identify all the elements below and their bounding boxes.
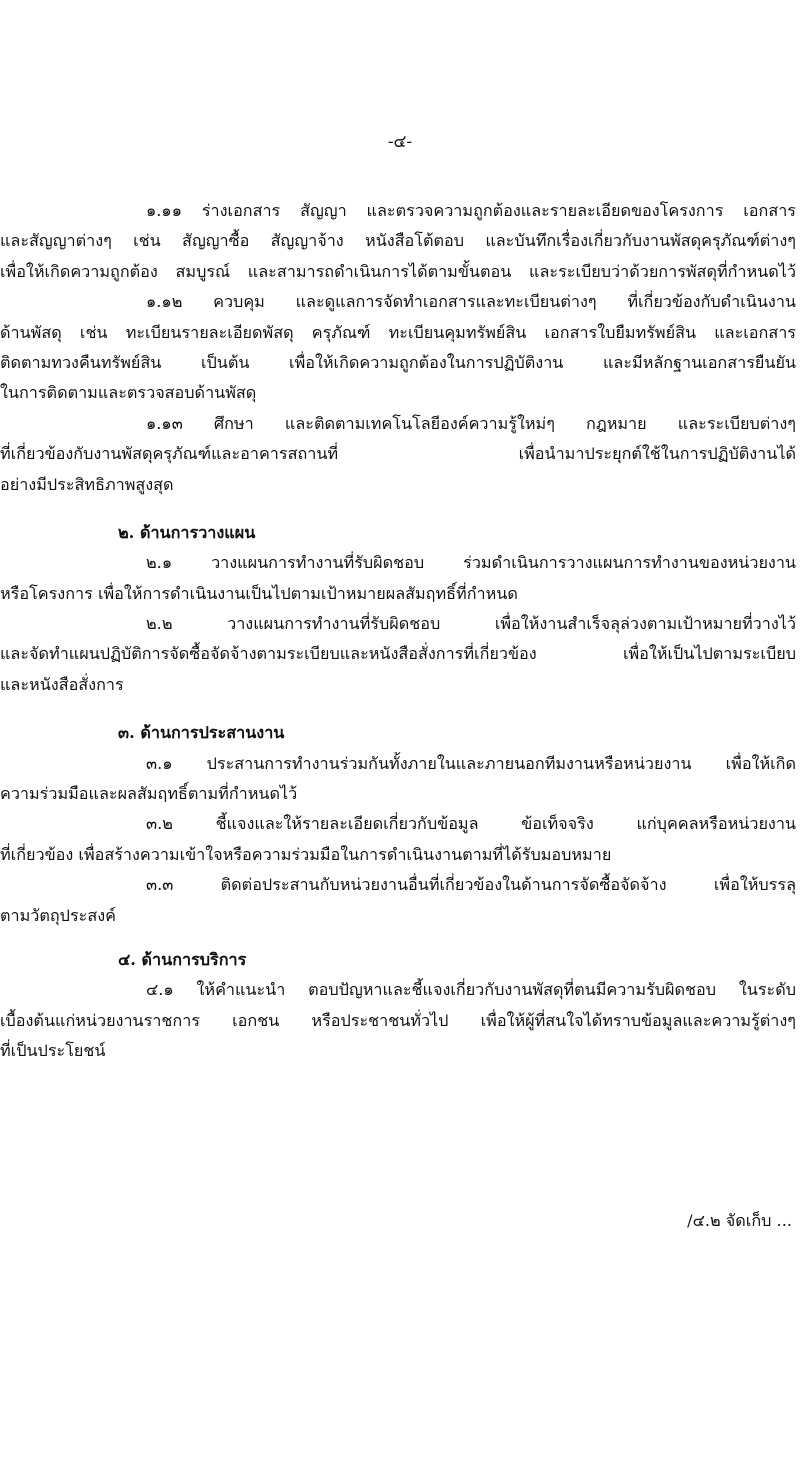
text-line: ๒.๑ วางแผนการทำงานที่รับผิดชอบ ร่วมดำเนินการวางแผนการทำงานของหน่วยงาน <box>146 553 796 573</box>
text-line: และจัดทำแผนปฏิบัติการจัดซื้อจัดจ้างตามระเบียบและหนังสือสั่งการที่เกี่ยวข้อง เพื่อให้เป็นไปตามระเบียบ <box>0 644 796 664</box>
text-line: ที่เกี่ยวข้องกับงานพัสดุครุภัณฑ์และอาคารสถานที่ เพื่อนำมาประยุกต์ใช้ในการปฏิบัติงานได้ <box>0 444 796 464</box>
text-line: ติดตามทวงคืนทรัพย์สิน เป็นต้น เพื่อให้เกิดความถูกต้องในการปฏิบัติงาน และมีหลักฐานเอกสารยืนยัน <box>0 352 796 372</box>
text-line: และหนังสือสั่งการ <box>0 674 124 694</box>
paragraph-1-13 <box>0 409 796 500</box>
paragraph-2-1 <box>0 548 796 609</box>
text-line: และสัญญาต่างๆ เช่น สัญญาซื้อ สัญญาจ้าง หนังสือโต้ตอบ และบันทึกเรื่องเกี่ยวกับงานพัสดุครุภัณฑ์ต่างๆ <box>0 231 796 251</box>
paragraph-1-11 <box>0 196 796 287</box>
text-line: ๑.๑๒ ควบคุม และดูแลการจัดทำเอกสารและทะเบียนต่างๆ ที่เกี่ยวข้องกับดำเนินงาน <box>146 292 796 312</box>
text-line: ๓.๒ ชี้แจงและให้รายละเอียดเกี่ยวกับข้อมูล ข้อเท็จจริง แก่บุคคลหรือหน่วยงาน <box>146 814 796 834</box>
text-line: เบื้องต้นแก่หน่วยงานราชการ เอกชน หรือประชาชนทั่วไป เพื่อให้ผู้ที่สนใจได้ทราบข้อมูลและความรู้ต่างๆ <box>0 1010 796 1030</box>
section-heading-coordination: ๓. ด้านการประสานงาน <box>118 723 285 743</box>
section-heading-planning: ๒. ด้านการวางแผน <box>118 522 256 542</box>
paragraph-2-2 <box>0 609 796 700</box>
text-line: เพื่อให้เกิดความถูกต้อง สมบูรณ์ และสามารถดำเนินการได้ตามขั้นตอน และระเบียบว่าด้วยการพัสดุที่กำหนดไว้ <box>0 261 796 281</box>
text-line: ๑.๑๑ ร่างเอกสาร สัญญา และตรวจความถูกต้องและรายละเอียดของโครงการ เอกสาร <box>146 201 796 220</box>
text-line: ๓.๑ ประสานการทำงานร่วมกันทั้งภายในและภายนอกทีมงานหรือหน่วยงาน เพื่อให้เกิด <box>146 753 796 773</box>
text-line: หรือโครงการ เพื่อให้การดำเนินงานเป็นไปตามเป้าหมายผลสัมฤทธิ์ที่กำหนด <box>0 583 518 603</box>
text-line: ด้านพัสดุ เช่น ทะเบียนรายละเอียดพัสดุ ครุภัณฑ์ ทะเบียนคุมทรัพย์สิน เอกสารใบยืมทรัพย์สิน และเอกสาร <box>0 322 796 342</box>
text-line: อย่างมีประสิทธิภาพสูงสุด <box>0 474 174 494</box>
text-line: ๔.๑ ให้คำแนะนำ ตอบปัญหาและชี้แจงเกี่ยวกับงานพัสดุที่ตนมีความรับผิดชอบ ในระดับ <box>146 980 796 1000</box>
document-body <box>0 196 796 1067</box>
paragraph-3-2 <box>0 809 796 870</box>
text-line: ที่เป็นประโยชน์ <box>0 1041 106 1061</box>
paragraph-1-12 <box>0 287 796 409</box>
text-line: ตามวัตถุประสงค์ <box>0 905 116 925</box>
paragraph-3-1 <box>0 749 796 810</box>
text-line: ความร่วมมือและผลสัมฤทธิ์ตามที่กำหนดไว้ <box>0 784 298 804</box>
text-line: ในการติดตามและตรวจสอบด้านพัสดุ <box>0 383 257 403</box>
page-number: -๔- <box>387 132 413 152</box>
text-line: ๓.๓ ติดต่อประสานกับหน่วยงานอื่นที่เกี่ยวข้องในด้านการจัดซื้อจัดจ้าง เพื่อให้บรรลุ <box>146 875 796 895</box>
text-line: ๒.๒ วางแผนการทำงานที่รับผิดชอบ เพื่อให้งานสำเร็จลุล่วงตามเป้าหมายที่วางไว้ <box>146 614 796 634</box>
continuation-reference: /๔.๒ จัดเก็บ ... <box>687 1211 792 1230</box>
paragraph-3-3 <box>0 870 796 931</box>
paragraph-4-1 <box>0 975 796 1066</box>
text-line: ที่เกี่ยวข้อง เพื่อสร้างความเข้าใจหรือความร่วมมือในการดำเนินงานตามที่ได้รับมอบหมาย <box>0 844 612 864</box>
section-heading-service: ๔. ด้านการบริการ <box>118 949 247 969</box>
text-line: ๑.๑๓ ศึกษา และติดตามเทคโนโลยีองค์ความรู้ใหม่ๆ กฎหมาย และระเบียบต่างๆ <box>146 413 796 433</box>
